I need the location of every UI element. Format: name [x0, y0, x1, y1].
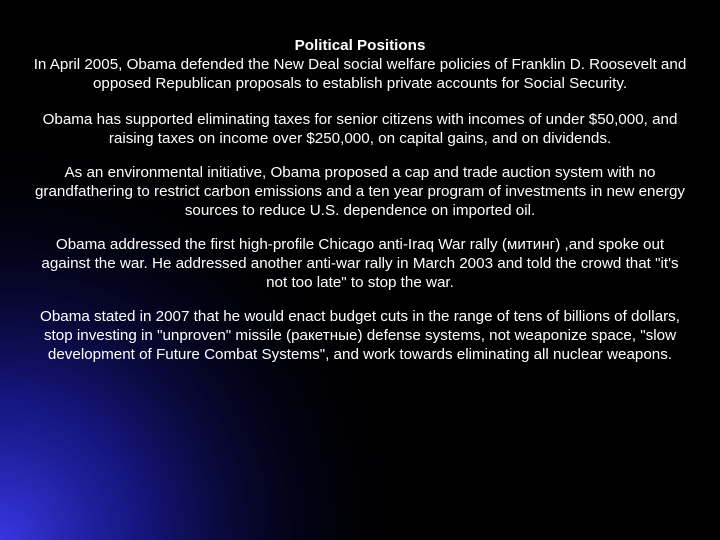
- paragraph-defense: Obama stated in 2007 that he would enact budget cuts in the range of tens of billions of dollars, stop investing in "unproven" missile (ракетные) defense systems, not weaponize space, "slow development of Future Combat Systems", and work towards eliminating all nuclear weapons.: [40, 308, 680, 363]
- paragraph-taxes: Obama has supported eliminating taxes for senior citizens with incomes of under $50,000, and raising taxes on income over $250,000, on capital gains, and on dividends.: [42, 111, 678, 147]
- paragraph-new-deal: In April 2005, Obama defended the New Deal social welfare policies of Franklin D. Roosevelt and opposed Republican proposals to establish private accounts for Social Security.: [33, 56, 687, 92]
- paragraph-anti-war: Obama addressed the first high-profile Chicago anti-Iraq War rally (митинг) ,and spoke out against the war. He addressed another anti-war rally in March 2003 and told the crowd that "it's not too late" to stop the war.: [41, 236, 679, 291]
- slide-content: [30, 36, 690, 379]
- slide-title: Political Positions: [294, 37, 426, 54]
- paragraph-environment: As an environmental initiative, Obama proposed a cap and trade auction system with no grandfathering to restrict carbon emissions and a ten year program of investments in new energy sources to reduce U.S. dependence on imported oil.: [34, 164, 686, 219]
